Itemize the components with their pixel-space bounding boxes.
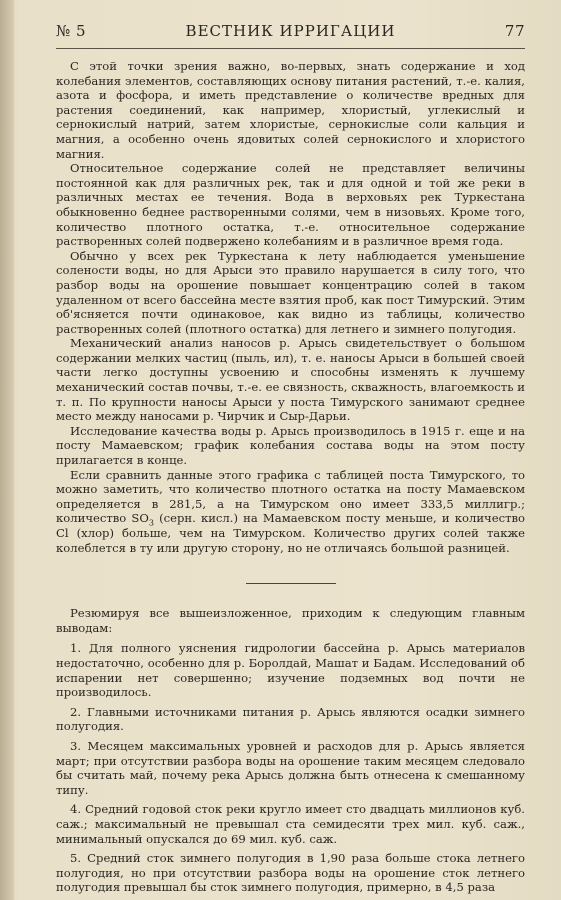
- text-run: (серн. кисл.) на Мамаевском посту меньше, и количество Cl (хлор) больше, чем на Тимурском. Количество других солей также колеблется в ту или другую сторону, но не отличаясь большой разницей.: [56, 511, 525, 555]
- subscript: 3: [148, 518, 154, 528]
- conclusion-item: 5. Средний сток зимнего полугодия в 1,90 раза больше стока летнего полугодия, но при отсутствии разбора воды на орошение сток летнего полугодия превышал бы сток зимнего полугодия, примерно, в 4,5 раза: [56, 851, 525, 895]
- paragraph: Обычно у всех рек Туркестана к лету наблюдается уменьшение солености воды, но для Арыси это правило нарушается в силу того, что разбор воды на орошение повышает концентрацию солей в таком удаленном от всего бассейна месте взятия проб, как пост Тимурский. Этим об'ясняется почти одинаковое, как видно из таблицы, количество растворенных солей (плотного остатка) для летнего и зимнего полугодия.: [56, 248, 525, 336]
- conclusion-item: 2. Главными источниками питания р. Арысь являются осадки зимнего полугодия.: [56, 704, 525, 734]
- paragraph: Механический анализ наносов р. Арысь свидетельствует о большом содержании мелких частиц (пыль, ил), т. е. наносы Арыси в большей своей части легко доступны усвоению и способны изменять к лучшему механический состав почвы, т.-е. ее связность, скважность, влагоемкость и т. п. По крупности наносы Арыси у поста Тимурского занимают среднее место между наносами р. Чирчик и Сыр-Дарьи.: [56, 336, 525, 424]
- running-header: [56, 0, 525, 49]
- conclusions-intro: Резюмируя все вышеизложенное, приходим к следующим главным выводам:: [56, 606, 525, 635]
- section-divider: [246, 583, 336, 584]
- conclusion-item: 3. Месяцем максимальных уровней и расходов для р. Арысь является март; при отсутствии разбора воды на орошение таким месяцем следовало бы считать май, почему река Арысь должна быть отнесена к смешанному типу.: [56, 738, 525, 797]
- paragraph-comparison: [56, 468, 525, 556]
- paragraph: Относительное содержание солей не представляет величины постоянной как для различных рек, так и для одной и той же реки в различных местах ее течения. Вода в верховьях рек Туркестана обыкновенно беднее растворенными солями, чем в низовьях. Кроме того, количество плотного остатка, т.-е. относительное содержание растворенных солей подвержено колебаниям и в различное время года.: [56, 161, 525, 249]
- page-number: 77: [504, 22, 525, 40]
- paragraph: С этой точки зрения важно, во-первых, знать содержание и ход колебания элементов, составляющих основу питания растений, т.-е. калия, азота и фосфора, и иметь представление о количестве вредных для растения соединений, как например, хлористый, углекислый и сернокислый натрий, затем хлористые, сернокислые соли кальция и магния, а особенно очень ядовитых солей сернокислого и хлористого магния.: [56, 59, 525, 161]
- conclusion-item: 4. Средний годовой сток реки кругло имеет сто двадцать миллионов куб. саж.; максимальный не превышал ста семидесяти трех мил. куб. саж., минимальный опускался до 69 мил. куб. саж.: [56, 802, 525, 846]
- conclusion-item: 1. Для полного уяснения гидрологии бассейна р. Арысь материалов недостаточно, особенно для р. Боролдай, Машат и Бадам. Исследований об испарении нет совершенно; изучение подземных вод почти не производилось.: [56, 641, 525, 700]
- paragraph: Исследование качества воды р. Арысь производилось в 1915 г. еще и на посту Мамаевском; график колебания состава воды на этом посту прилагается в конце.: [56, 423, 525, 468]
- text-run: Если сравнить данные этого графика с таблицей поста Тимурского, то можно заметить, что количество плотного остатка на посту Мамаевском определяется в 281,5, а на Тимурском оно имеет 333,5 миллигр.; количество SO: [56, 467, 525, 526]
- issue-number: № 5: [56, 22, 87, 40]
- body-section: [56, 59, 525, 555]
- journal-title: ВЕСТНИК ИРРИГАЦИИ: [185, 22, 396, 40]
- conclusions-section: [56, 606, 525, 895]
- binding-gutter: [0, 0, 14, 900]
